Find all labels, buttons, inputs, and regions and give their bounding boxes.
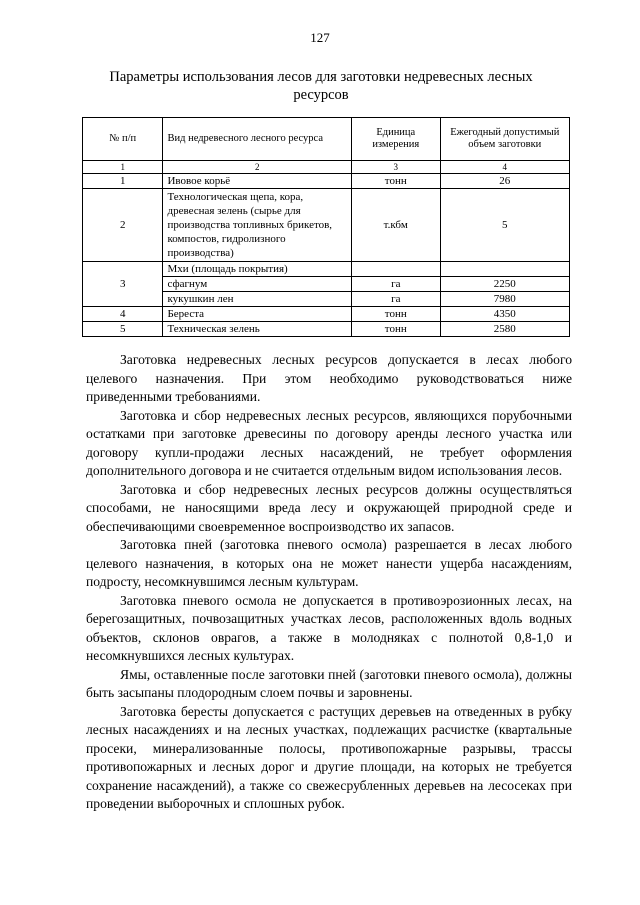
header-num: № п/п bbox=[83, 118, 163, 161]
row-volume: 4350 bbox=[440, 307, 569, 322]
header-volume: Ежегодный допустимый объем заготовки bbox=[440, 118, 569, 161]
paragraph: Заготовка пневого осмола не допускается в противоэрозионных лесах, на берегозащитных, почвозащитных участках лесов, расположенных вдоль водных объектов, склонов оврагов, а также в молодняках с полнотой 0,8-1,0 и несомкнувшихся лесных культурах. bbox=[86, 592, 572, 663]
row-volume: 26 bbox=[440, 174, 569, 189]
subrow-resource: кукушкин лен bbox=[163, 292, 351, 307]
resources-table bbox=[82, 117, 570, 337]
row-unit: тонн bbox=[351, 174, 440, 189]
subrow-resource: сфагнум bbox=[163, 277, 351, 292]
col-number: 1 bbox=[83, 161, 163, 174]
col-number: 4 bbox=[440, 161, 569, 174]
paragraph: Ямы, оставленные после заготовки пней (заготовки пневого осмола), должны быть засыпаны плодородным слоем почвы и заровнены. bbox=[86, 666, 572, 700]
document-title: Параметры использования лесов для заготовки недревесных лесных ресурсов bbox=[109, 69, 533, 103]
table-row bbox=[83, 174, 570, 189]
table-column-number-row bbox=[83, 161, 570, 174]
row-num: 1 bbox=[83, 174, 163, 189]
header-resource: Вид недревесного лесного ресурса bbox=[163, 118, 351, 161]
table-row bbox=[83, 307, 570, 322]
row-unit: тонн bbox=[351, 307, 440, 322]
subrow-volume: 7980 bbox=[440, 292, 569, 307]
paragraph: Заготовка и сбор недревесных лесных ресурсов, являющихся порубочными остатками при заготовке древесины по договору аренды лесного участка или договору купли-продажи лесных насаждений, не требует оформления дополнительного договора и не считается отдельным видом использования лесов. bbox=[86, 407, 572, 478]
col-number: 2 bbox=[163, 161, 351, 174]
subrow-volume: 2250 bbox=[440, 277, 569, 292]
page-number: 127 bbox=[310, 30, 330, 45]
paragraph: Заготовка недревесных лесных ресурсов допускается в лесах любого целевого назначения. При этом необходимо руководствоваться ниже приведенными требованиями. bbox=[86, 352, 572, 404]
row-resource: Техническая зелень bbox=[163, 322, 351, 337]
row-num: 4 bbox=[83, 307, 163, 322]
row-unit: т.кбм bbox=[351, 189, 440, 262]
row-resource: Береста bbox=[163, 307, 351, 322]
table-row bbox=[83, 262, 570, 277]
table-row bbox=[83, 322, 570, 337]
row-num: 5 bbox=[83, 322, 163, 337]
row-volume bbox=[440, 262, 569, 277]
table-header-row bbox=[83, 118, 570, 161]
subrow-unit: га bbox=[351, 292, 440, 307]
body-text bbox=[86, 351, 572, 814]
paragraph: Заготовка и сбор недревесных лесных ресурсов должны осуществляться способами, не наносящими вреда лесу и окружающей природной среде и обеспечивающими своевременное воспроизводство их запасов. bbox=[86, 481, 572, 534]
subrow-unit: га bbox=[351, 277, 440, 292]
row-resource: Мхи (площадь покрытия) bbox=[163, 262, 351, 277]
row-num: 3 bbox=[83, 262, 163, 307]
row-volume: 2580 bbox=[440, 322, 569, 337]
row-unit: тонн bbox=[351, 322, 440, 337]
row-num: 2 bbox=[83, 189, 163, 262]
row-volume: 5 bbox=[440, 189, 569, 262]
row-resource: Технологическая щепа, кора, древесная зелень (сырье для производства топливных брикетов, компостов, гидролизного производства) bbox=[163, 189, 351, 262]
paragraph: Заготовка пней (заготовка пневого осмола) разрешается в лесах любого целевого назначения, в которых она не может нанести ущерба насаждениям, подросту, несомкнувшимся лесным культурам. bbox=[86, 537, 572, 589]
paragraph: Заготовка бересты допускается с растущих деревьев на отведенных в рубку лесных насаждениях и на лесных участках, подлежащих расчистке (квартальные просеки, минерализованные полосы, противопожарные разрывы, трассы противопожарных и лесных дорог и другие площади, на которых не требуется сохранение насаждений), а также со свежесрубленных деревьев на лесосеках при проведении выборочных и сплошных рубок. bbox=[86, 703, 572, 811]
row-resource: Ивовое корьё bbox=[163, 174, 351, 189]
table-row bbox=[83, 189, 570, 262]
header-unit: Единица измерения bbox=[351, 118, 440, 161]
row-unit bbox=[351, 262, 440, 277]
col-number: 3 bbox=[351, 161, 440, 174]
